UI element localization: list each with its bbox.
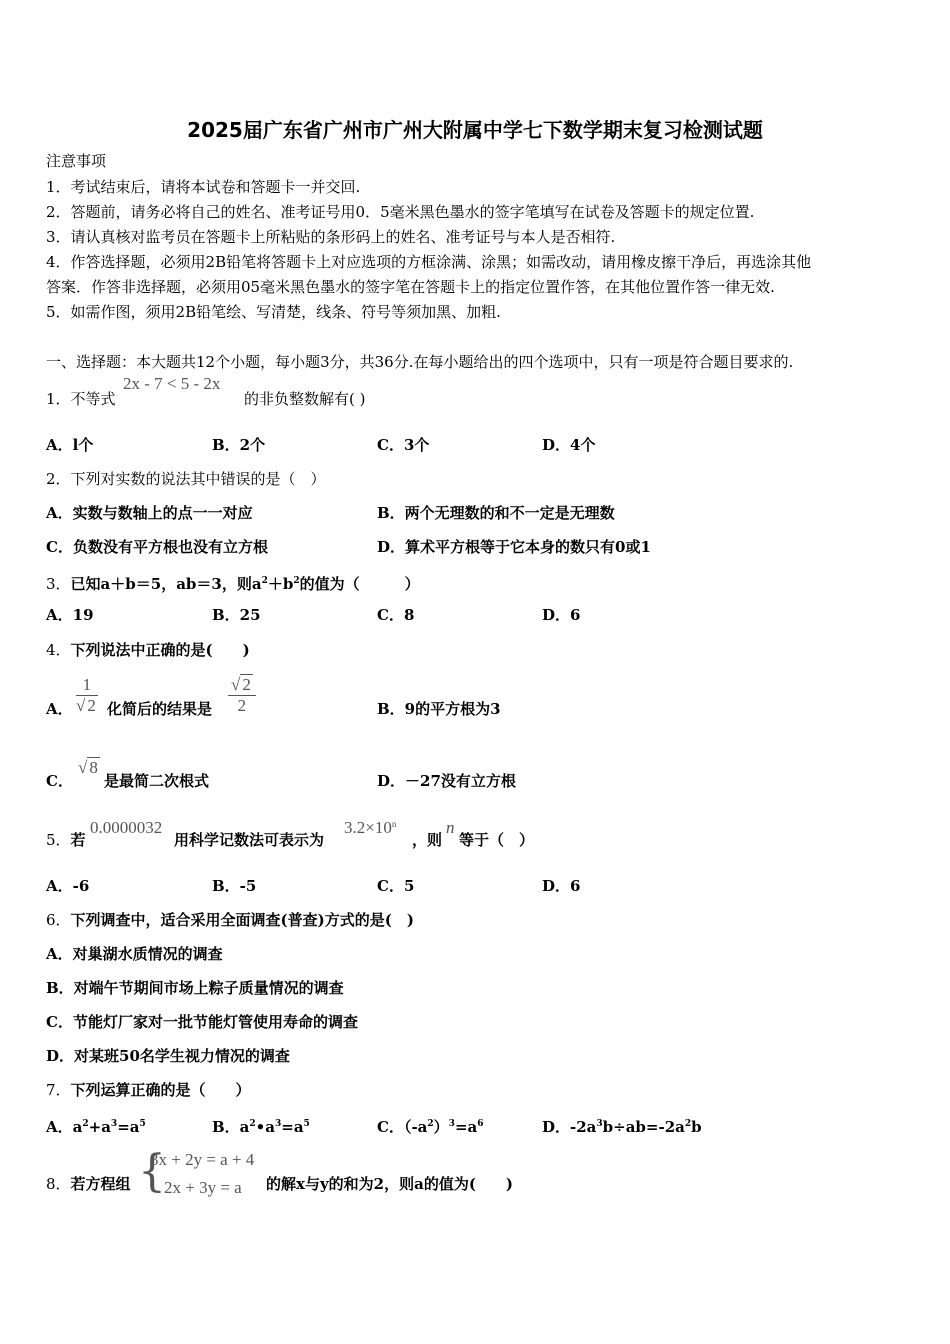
sqrt-symbol: √ 2 xyxy=(76,696,96,715)
left-brace-icon: { xyxy=(138,1146,166,1197)
option-d: D．算术平方根等于它本身的数只有0或1 xyxy=(377,538,651,556)
question-number: 5． xyxy=(46,831,71,849)
question-5-tail: 等于（ ） xyxy=(459,831,535,849)
option-d: D．－27没有立方根 xyxy=(377,772,516,790)
option-a: A．$a^2+a^3=a^5$ xyxy=(46,1118,146,1136)
option-a: A．-6 xyxy=(46,877,90,895)
question-6: 6．下列调查中，适合采用全面调查(普查)方式的是( ) xyxy=(46,911,414,929)
question-3: 3．已知a＋b＝5，ab＝3，则$a^2+b^2$的值为（ ） xyxy=(46,575,420,593)
question-number: 8． xyxy=(46,1175,71,1193)
question-number: 1． xyxy=(46,390,71,408)
question-2: 2．下列对实数的说法其中错误的是（ ） xyxy=(46,470,326,488)
notice-item: 5．如需作图，须用2B铅笔绘、写清楚，线条、符号等须加黑、加粗. xyxy=(46,303,501,321)
notice-item: 2．答题前，请务必将自己的姓名、准考证号用0．5毫米黑色墨水的签字笔填写在试卷及答题卡的规定位置. xyxy=(46,203,755,221)
option-d: D．6 xyxy=(542,877,581,895)
notice-item: 3．请认真核对监考员在答题卡上所粘贴的条形码上的姓名、准考证号与本人是否相符. xyxy=(46,228,616,246)
question-1: 1．不等式 xyxy=(46,390,116,408)
equation-1: 3x + 2y = a + 4 xyxy=(150,1150,255,1169)
notice-item: 答案．作答非选择题，必须用05毫米黑色墨水的签字笔在答题卡上的指定位置作答，在其他位置作答一律无效. xyxy=(46,278,775,296)
question-4: 4．下列说法中正确的是( ) xyxy=(46,641,250,659)
question-1-tail: 的非负整数解有( ) xyxy=(244,390,366,408)
option-c: C．8 xyxy=(377,606,415,624)
option-c: C．5 xyxy=(377,877,415,895)
option-d: D．4个 xyxy=(542,436,596,454)
question-number: 6． xyxy=(46,911,71,929)
question-number: 4． xyxy=(46,641,71,659)
option-a: A．实数与数轴上的点一一对应 xyxy=(46,504,253,522)
option-c-text: 是最简二次根式 xyxy=(104,772,210,790)
question-number: 2． xyxy=(46,470,71,488)
question-number: 7． xyxy=(46,1081,71,1099)
option-c: C．节能灯厂家对一批节能灯管使用寿命的调查 xyxy=(46,1013,358,1031)
question-7: 7．下列运算正确的是（ ） xyxy=(46,1081,251,1099)
notice-item: 4．作答选择题，必须用2B铅笔将答题卡上对应选项的方框涂满、涂黑；如需改动，请用橡皮擦干净后，再选涂其他 xyxy=(46,253,812,271)
question-8-tail: 的解x与y的和为2，则a的值为( ) xyxy=(266,1175,514,1193)
notice-heading: 注意事项 xyxy=(46,152,107,170)
option-a: A．l个 xyxy=(46,436,94,454)
question-5: 5．若 xyxy=(46,831,86,849)
equation-2: 2x + 3y = a xyxy=(164,1178,242,1197)
option-b: B．2个 xyxy=(212,436,266,454)
option-b: B．25 xyxy=(212,606,261,624)
option-b: B．-5 xyxy=(212,877,257,895)
variable-n: n xyxy=(446,818,455,837)
option-b: B．$a^2•a^3=a^5$ xyxy=(212,1118,310,1136)
option-c: C．3个 xyxy=(377,436,430,454)
option-b: B．9的平方根为3 xyxy=(377,700,501,718)
fraction-root-two-over-two: $\frac{√ 2}{2}$ xyxy=(228,675,256,716)
option-c: C．负数没有平方根也没有立方根 xyxy=(46,538,268,556)
page-title: 2025届广东省广州市广州大附属中学七下数学期末复习检测试题 xyxy=(187,118,763,142)
option-d: D．对某班50名学生视力情况的调查 xyxy=(46,1047,290,1065)
option-b: B．对端午节期间市场上粽子质量情况的调查 xyxy=(46,979,344,997)
option-c-label: C． xyxy=(46,772,73,790)
question-5-text: ，则 xyxy=(412,831,443,849)
option-a: A．19 xyxy=(46,606,94,624)
option-a-text: 化简后的结果是 xyxy=(107,700,213,718)
notice-item: 1．考试结束后，请将本试卷和答题卡一并交回. xyxy=(46,178,361,196)
section-heading: 一、选择题：本大题共12个小题，每小题3分，共36分.在每小题给出的四个选项中，只有一项是符合题目要求的. xyxy=(46,353,794,371)
decimal-number: 0.0000032 xyxy=(90,818,163,837)
sqrt-eight: √ 8 xyxy=(78,758,98,777)
fraction-one-over-root-two: $\frac{1}{√ 2}$ xyxy=(76,675,96,715)
scientific-notation: $3.2\times 10^n$ xyxy=(344,818,397,837)
option-a-label: A． xyxy=(46,700,73,718)
option-b: B．两个无理数的和不一定是无理数 xyxy=(377,504,615,522)
question-5-text: 用科学记数法可表示为 xyxy=(174,831,325,849)
question-number: 3． xyxy=(46,575,71,593)
inequality-formula: 2x - 7 < 5 - 2x xyxy=(123,374,221,393)
sqrt-symbol: √ 2 xyxy=(231,675,251,694)
option-a: A．对巢湖水质情况的调查 xyxy=(46,945,223,963)
option-d: D．$-2a^3b\div ab=-2a^2b$ xyxy=(542,1118,702,1136)
question-8: 8．若方程组 xyxy=(46,1175,131,1193)
option-c: C．$(-a^2)^3=a^6$ xyxy=(377,1118,484,1136)
option-d: D．6 xyxy=(542,606,581,624)
